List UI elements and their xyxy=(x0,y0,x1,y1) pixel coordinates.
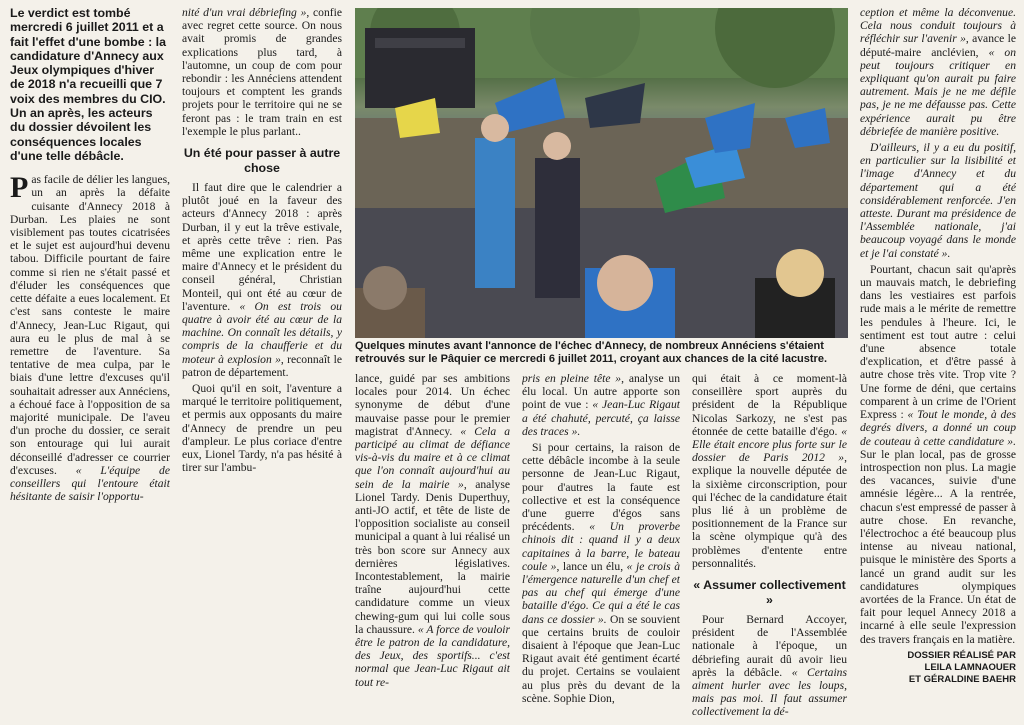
paragraph: Pour Bernard Accoyer, président de l'Assemblée nationale à l'époque, un débriefing aurait dû avoir lieu après la débâcle. « Certains aiment hurler avec les loups, mais pas moi. Il faut assumer collectivement la dé- xyxy=(692,613,847,719)
paragraph: qui était à ce moment-là conseillère sport auprès du président de la République Nicolas Sarkozy, ne s'est pas étonnée de cette bataille d'égo. « Elle était encore plus forte sur le dossier de Paris 2012 », explique la nouvelle députée de la sixième circonscription, pour qui l'échec de la candidature était plus lié à un problème de positionnement de la France sur la scène olympique qu'à des problèmes d'entente entre personnalités. xyxy=(692,372,847,570)
drop-cap: P xyxy=(10,171,29,205)
subheading: « Assumer collectivement » xyxy=(693,578,846,607)
crowd-photo xyxy=(355,8,848,338)
paragraph: Pourtant, chacun sait qu'après un mauvais match, le debriefing dans les vestiaires est parfois rude mais a le mérite de remettre les pendules à l'heure. Ici, le sentiment est tout autre : celui d'une absence totale d'explication, et d'être passé à autre chose très vite. Trop vite ? Une forme de déni, que certains comparent à un crime de l'Orient Express : « Tout le monde, à des degrés divers, a donné un coup de couteau à cette candidature ». Sur le plan local, pas de grosse introspection non plus. La magie des vacances, suivie d'une amnésie légère... A la rentrée, chacun s'est empressé de passer à autre chose. En revanche, l'électrochoc a été beaucoup plus intense au niveau national, puisque le ministère des Sports a lancé un grand audit sur les candidatures olympiques avortées de la France. Un état de fait pour lequel Annecy 2018 a incarné à elle seule l'expression des travers français en la matière. xyxy=(860,262,1016,646)
paragraph: Quoi qu'il en soit, l'aventure a marqué le territoire politiquement, et permis aux opposants du maire d'Annecy de prendre un peu d'ampleur. Le plus coriace d'entre eux, Lionel Tardy, n'a pas hésité à tirer sur l'ambu- xyxy=(182,382,342,475)
paragraph: ception et même la déconvenue. Cela nous conduit toujours à réfléchir sur l'avenir », avance le député-maire anclévien, « on peut toujours critiquer en expliquant qu'on aurait pu faire autrement. Mais je ne me défile pas, je ne me défausse pas. Cette expérience aurait pu être débriefée de manière positive. xyxy=(860,6,1016,138)
column-5 xyxy=(692,372,847,722)
paragraph: nité d'un vrai débriefing », confie avec regret cette source. On nous avait promis de grandes explications plus tard, à l'automne, un coup de com pour rebondir : les Annéciens attendent toujours et comptent les grands projets pour le territoire qui ne se feront pas : le tram train en est l'exemple le plus parlant.. xyxy=(182,6,342,138)
column-3 xyxy=(355,372,510,722)
paragraph: Pas facile de délier les langues, un an après la défaite cuisante d'Annecy 2018 à Durban. Les plaies ne sont visiblement pas toutes cicatrisées et le sujet est aujourd'hui devenu tabou. Difficile pourtant de faire comme si rien ne s'était passé et d'éluder les conséquences que cette défaite a eues localement. Et c'est sans conteste le maire d'Annecy, Jean-Luc Rigaut, qui aura eu le plus de mal à se remettre de l'aventure. Sa tentative de mea culpa, par le biais d'une lettre d'excuses qu'il souhaitait adresser aux Annéciens, a échoué face à l'opposition de sa majorité municipale. De l'aveu d'un proche du dossier, ce serait son entourage qui lui aurait déconseillé d'adresser ce courrier d'excuses. « L'équipe de conseillers qui l'entoure était hésitante de saisir l'opportu- xyxy=(10,171,170,504)
paragraph: Si pour certains, la raison de cette débâcle incombe à la seule personne de Jean-Luc Rigaut, pour d'autres la faute est collective et est la conséquence d'une guerre d'égos sans précédents. « Un proverbe chinois dit : quand il y a deux capitaines à la barre, le bateau coule », lance un élu, « je crois à l'émergence naturelle d'un chef et pas au chef qui émerge d'une bataille d'égo. Ce qui a été le cas dans ce dossier ». On se souvient que certains bruits de couloir disaient à l'époque que Jean-Luc Rigaut avait été gentiment écarté du projet. Certains se voulaient au plus près du devant de la scène. Sophie Dion, xyxy=(522,441,680,705)
byline: DOSSIER RÉALISÉ PAR LEILA LAMNAOUER ET GÉRALDINE BAEHR xyxy=(907,649,1016,685)
paragraph: Il faut dire que le calendrier a plutôt joué en la faveur des acteurs d'Annecy 2018 : après Durban, il y eut la trêve estivale, et après cette trêve : rien. Pas même une explication entre le maire d'Annecy et le président du conseil général, Christian Monteil, qui ont été au cœur de l'aventure. « On est trois ou quatre à avoir été au cœur de la machine. On connaît les détails, y compris de la chaufferie et du moteur à explosion », reconnaît le patron de département. xyxy=(182,181,342,379)
column-2 xyxy=(182,6,342,721)
column-4 xyxy=(522,372,680,722)
paragraph: D'ailleurs, il y a eu du positif, en particulier sur la lisibilité et l'image d'Annecy et du département qui a été considérablement renforcée. J'en atteste. Durant ma présidence de l'Assemblée nationale, j'ai beaucoup voyagé dans le monde et je l'ai constaté ». xyxy=(860,141,1016,260)
article-lead: Le verdict est tombé mercredi 6 juillet 2011 et a fait l'effet d'une bombe : la candidature d'Annecy aux Jeux olympiques d'hiver de 2018 n'a recueilli que 7 voix des membres du CIO. Un an après, les acteurs du dossier dévoilent les conséquences locales d'une telle débâcle. xyxy=(10,6,166,163)
crowd-photo-illustration xyxy=(355,8,848,338)
paragraph: pris en pleine tête », analyse un élu local. Un autre apporte son point de vue : « Jean-Luc Rigaut a été chahuté, percuté, ça laisse des traces ». xyxy=(522,372,680,438)
column-1 xyxy=(10,6,170,721)
column-6 xyxy=(860,6,1016,721)
photo-caption: Quelques minutes avant l'annonce de l'échec d'Annecy, de nombreux Annéciens s'étaient retrouvés sur le Pâquier ce mercredi 6 juillet 2011, croyant aux chances de la cité lacustre. xyxy=(355,340,828,365)
paragraph: lance, guidé par ses ambitions locales pour 2014. Un échec synonyme de début d'une mauvaise passe pour le premier magistrat d'Annecy. « Cela a participé au climat de défiance vis-à-vis du maire et à ce climat que l'on connaît aujourd'hui au sein de la mairie », analyse Lionel Tardy. Denis Duperthuy, anti-JO actif, et tête de liste de l'opposition socialiste au conseil municipal a quant à lui réalisé un très bon score sur Annecy aux dernières législatives. Incontestablement, la mairie traîne aujourd'hui cette candidature comme un vieux chewing-gum qui lui colle sous la chaussure. « A force de vouloir être le patron de la candidature, des Jeux, des sportifs... c'est normal que Jean-Luc Rigaut ait tout re- xyxy=(355,372,510,689)
subheading: Un été pour passer à autre chose xyxy=(183,146,341,175)
